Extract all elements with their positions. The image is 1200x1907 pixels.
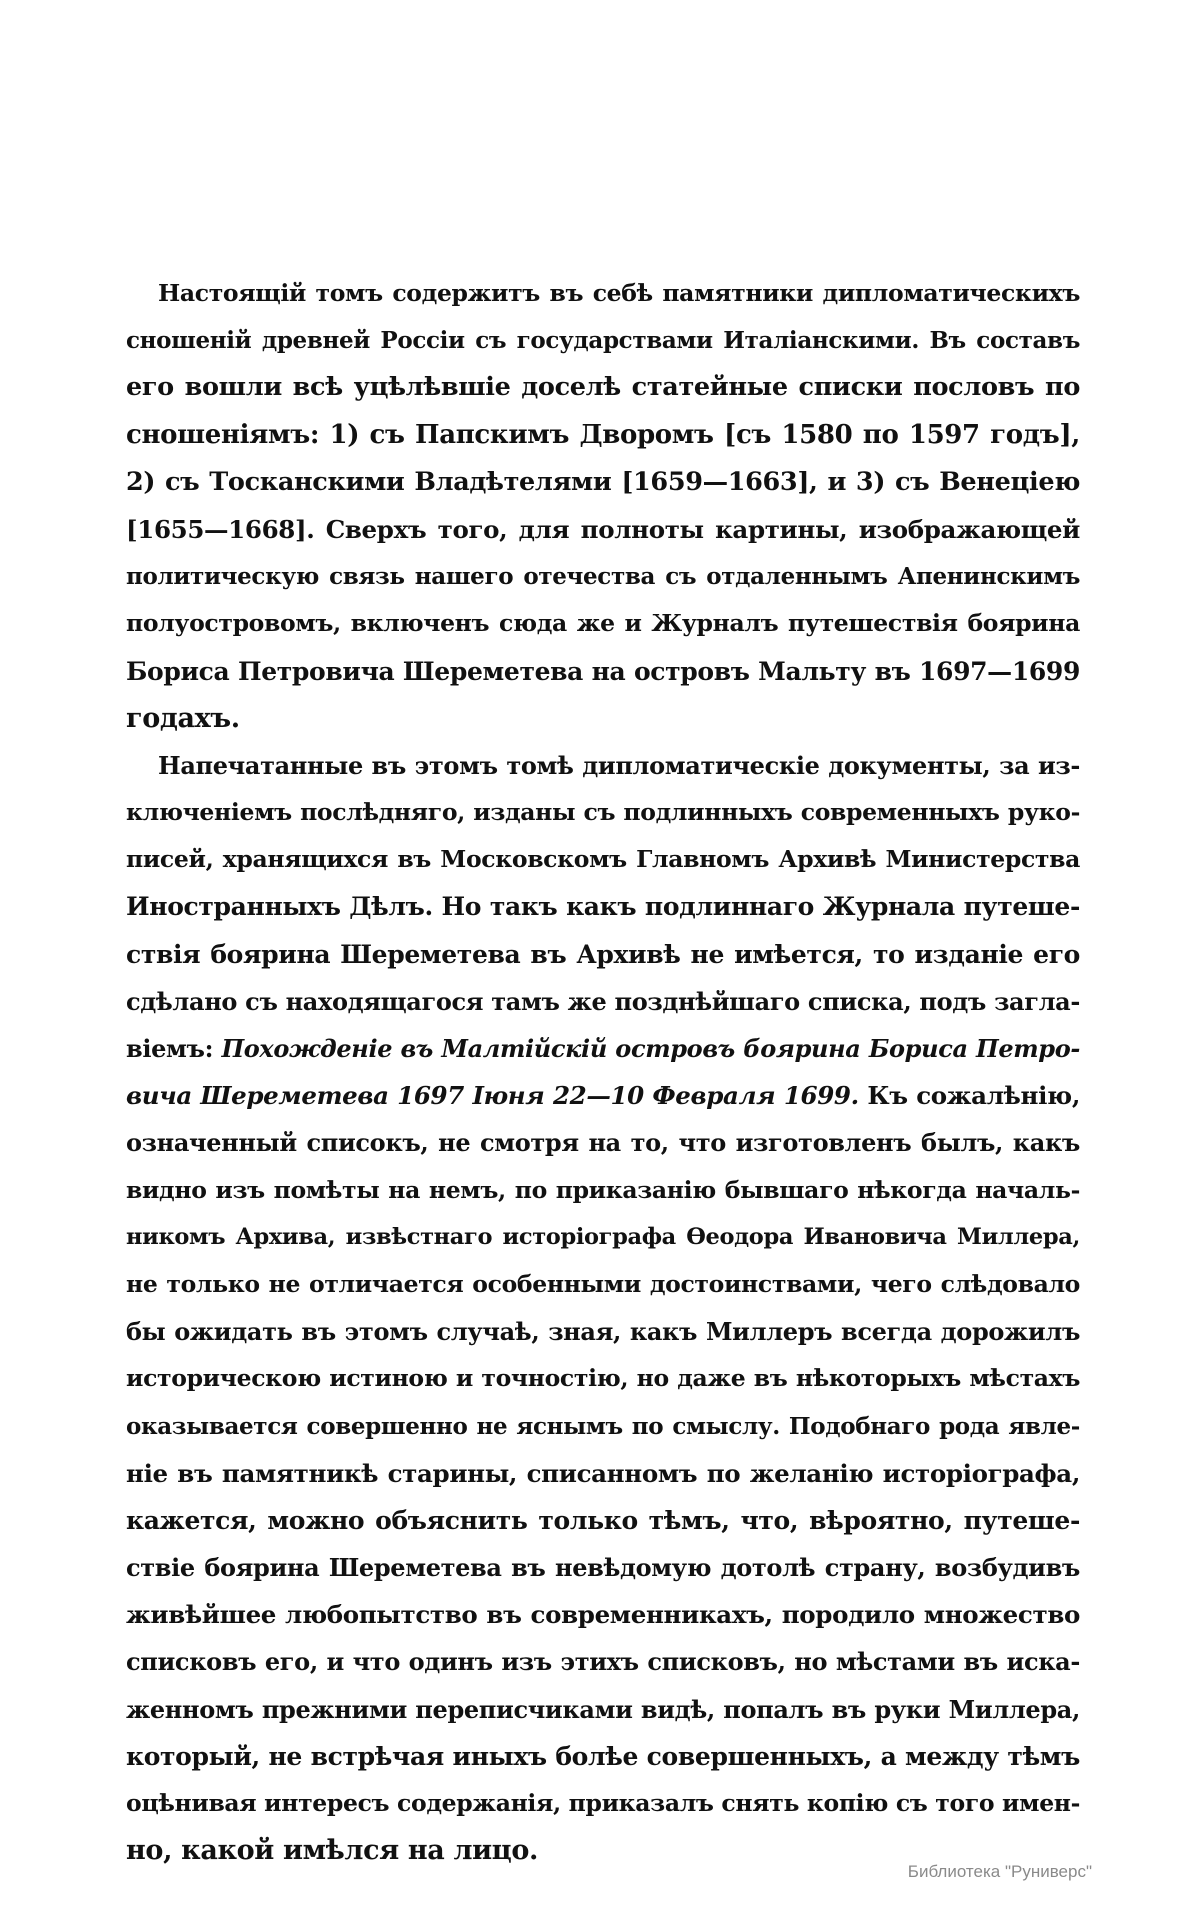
text-line: женномъ прежними переписчиками видѣ, попалъ въ руки Миллера,	[126, 1694, 1080, 1724]
text-fragment: Къ сожалѣнію,	[858, 1081, 1080, 1111]
text-line: видно изъ помѣты на немъ, по приказанію бывшаго нѣкогда началь-	[126, 1175, 1080, 1204]
body-text	[126, 270, 1080, 1874]
text-line: сношеніямъ: 1) съ Папскимъ Дворомъ [съ 1580 по 1597 годъ],	[126, 419, 1080, 450]
text-line: его вошли всѣ уцѣлѣвшіе доселѣ статейные списки пословъ по	[126, 372, 1080, 403]
text-line: Бориса Петровича Шереметева на островъ Мальту въ 1697—1699	[126, 656, 1080, 686]
text-line: но, какой имѣлся на лицо.	[126, 1835, 539, 1867]
text-line	[126, 1025, 1080, 1072]
text-line: годахъ.	[126, 702, 240, 734]
italic-title-fragment: вича Шереметева 1697 Іюня 22—10 Февраля 1699.	[126, 1081, 859, 1111]
text-line: оцѣнивая интересъ содержанія, приказалъ снять копію съ того имен-	[126, 1789, 1081, 1817]
text-line: Иностранныхъ Дѣлъ. Но такъ какъ подлиннаго Журнала путеше-	[126, 892, 1080, 922]
text-line: 2) съ Тосканскими Владѣтелями [1659—1663], и 3) съ Венеціею	[126, 466, 1080, 497]
text-line: списковъ его, и что одинъ изъ этихъ списковъ, но мѣстами въ иска-	[126, 1647, 1080, 1677]
text-line: Настоящій томъ содержитъ въ себѣ памятники дипломатическихъ	[158, 279, 1080, 307]
text-line: живѣйшее любопытство въ современникахъ, породило множество	[126, 1600, 1080, 1630]
text-line: ключеніемъ послѣдняго, изданы съ подлинныхъ современныхъ руко-	[126, 798, 1080, 827]
text-fragment: віемъ:	[126, 1034, 222, 1063]
text-line: политическую связь нашего отечества съ отдаленнымъ Апенинскимъ	[126, 563, 1080, 591]
text-line: полуостровомъ, включенъ сюда же и Журналъ путешествія боярина	[126, 609, 1080, 638]
text-line: ствіе боярина Шереметева въ невѣдомую дотолѣ страну, возбудивъ	[126, 1553, 1080, 1583]
text-line: ніе въ памятникѣ старины, списанномъ по желанію исторіографа,	[126, 1458, 1080, 1488]
text-line: историческою истиною и точностію, но даже въ нѣкоторыхъ мѣстахъ	[126, 1364, 1080, 1393]
text-line: бы ожидать въ этомъ случаѣ, зная, какъ Миллеръ всегда дорожилъ	[126, 1317, 1080, 1347]
text-line: сдѣлано съ находящагося тамъ же позднѣйшаго списка, подъ загла-	[126, 986, 1080, 1016]
text-line: не только не отличается особенными достоинствами, чего слѣдовало	[126, 1269, 1080, 1298]
text-line: оказывается совершенно не яснымъ по смыслу. Подобнаго рода явле-	[126, 1412, 1080, 1440]
text-line: кажется, можно объяснить только тѣмъ, что, вѣроятно, путеше-	[126, 1505, 1080, 1535]
text-line: никомъ Архива, извѣстнаго исторіографа Ѳеодора Ивановича Миллера,	[126, 1223, 1080, 1250]
text-line: сношеній древней Россіи съ государствами Италіанскими. Въ составъ	[126, 327, 1080, 355]
text-line: Напечатанные въ этомъ томѣ дипломатическіе документы, за из-	[158, 750, 1080, 780]
text-line: означенный списокъ, не смотря на то, что изготовленъ былъ, какъ	[126, 1128, 1080, 1158]
text-line	[126, 1072, 1080, 1119]
library-watermark: Библиотека "Руниверс"	[907, 1862, 1092, 1881]
text-line: который, не встрѣчая иныхъ болѣе совершенныхъ, а между тѣмъ	[126, 1741, 1080, 1771]
italic-title-fragment: Похожденіе въ Малтійскій островъ боярина Бориса Петро-	[221, 1034, 1081, 1063]
text-line: [1655—1668]. Сверхъ того, для полноты картины, изображающей	[126, 514, 1080, 544]
text-line: ствія боярина Шереметева въ Архивѣ не имѣется, то изданіе его	[126, 939, 1080, 969]
text-line: писей, хранящихся въ Московскомъ Главномъ Архивѣ Министерства	[126, 845, 1080, 874]
